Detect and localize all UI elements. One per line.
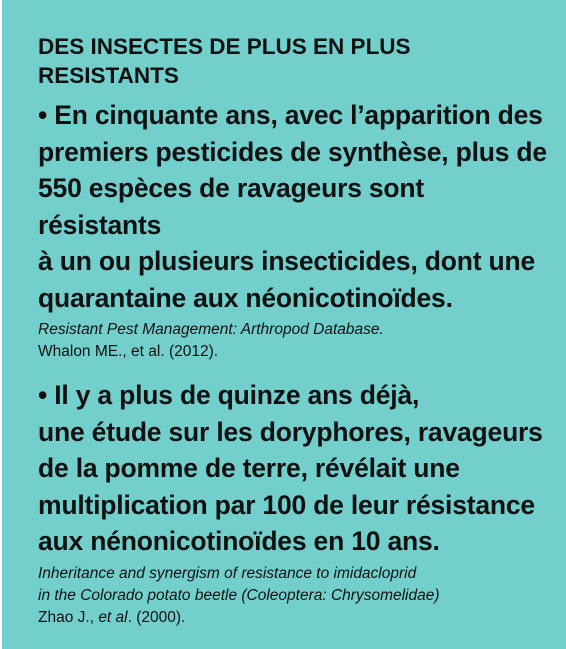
- fact-line: • En cinquante ans, avec l’apparition des: [38, 100, 543, 130]
- fact-line: une étude sur les doryphores, ravageurs: [38, 416, 543, 447]
- reference-source: Inheritance and synergism of resistance to imidacloprid: [38, 564, 417, 582]
- fact-paragraph-2: [38, 377, 548, 560]
- fact-paragraph-1: [38, 97, 548, 316]
- fact-line: à un ou plusieurs insecticides, dont une: [38, 246, 536, 276]
- reference-author: [38, 607, 548, 629]
- reference-source: in the Colorado potato beetle (Coleoptera: Chrysomelidae): [38, 586, 440, 604]
- fact-line: premiers pesticides de synthèse, plus de: [38, 136, 547, 167]
- reference-year: . (2000).: [127, 608, 186, 626]
- reference-source: Resistant Pest Management: Arthropod Database.: [38, 321, 384, 338]
- fact-line: • Il y a plus de quinze ans déjà,: [38, 380, 420, 410]
- fact-line: de la pomme de terre, révélait une: [38, 453, 460, 483]
- fact-line: 550 espèces de ravageurs sont résistants: [38, 173, 425, 240]
- info-box: [2, 0, 566, 649]
- reference-author: Whalon ME., et al. (2012).: [38, 343, 219, 360]
- reference-1: [38, 319, 548, 363]
- reference-2: [38, 563, 548, 629]
- reference-et-al: et al: [98, 608, 128, 626]
- fact-line: multiplication par 100 de leur résistance: [38, 489, 535, 520]
- box-title: DES INSECTES DE PLUS EN PLUS RESISTANTS: [38, 34, 411, 88]
- fact-line: aux nénonicotinoïdes en 10 ans.: [38, 526, 440, 556]
- reference-author-name: Zhao J.,: [38, 608, 99, 626]
- fact-line: quarantaine aux néonicotinoïdes.: [38, 282, 453, 313]
